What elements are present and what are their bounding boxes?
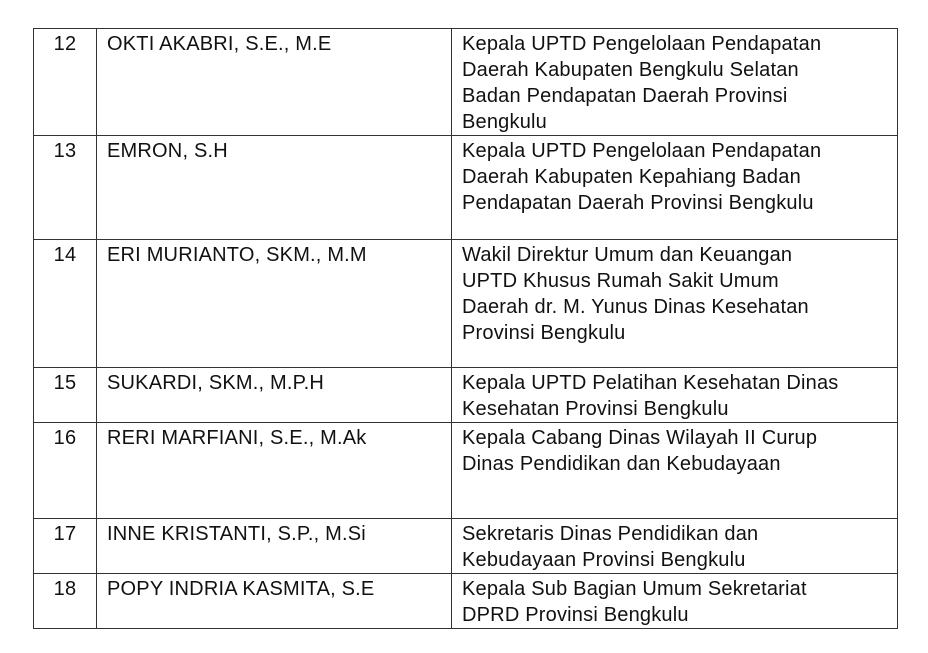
- table-row: [34, 423, 898, 519]
- table-row: [34, 519, 898, 574]
- row-number: 16: [34, 423, 97, 519]
- officials-table: [33, 28, 898, 629]
- row-number: 12: [34, 29, 97, 136]
- position-line: Provinsi Bengkulu: [462, 322, 626, 344]
- table-row: [34, 368, 898, 423]
- position-line: UPTD Khusus Rumah Sakit Umum: [462, 270, 779, 292]
- row-number: 18: [34, 574, 97, 629]
- official-name: EMRON, S.H: [97, 136, 452, 240]
- official-position: [452, 574, 898, 629]
- position-line: Kesehatan Provinsi Bengkulu: [462, 398, 729, 420]
- position-line: Dinas Pendidikan dan Kebudayaan: [462, 453, 781, 475]
- official-position: [452, 423, 898, 519]
- position-line: Kepala UPTD Pelatihan Kesehatan Dinas: [462, 372, 839, 394]
- position-line: Bengkulu: [462, 111, 547, 133]
- table-row: [34, 240, 898, 368]
- position-line: Daerah Kabupaten Kepahiang Badan: [462, 166, 801, 188]
- official-name: SUKARDI, SKM., M.P.H: [97, 368, 452, 423]
- position-line: Kepala UPTD Pengelolaan Pendapatan: [462, 33, 822, 55]
- official-name: ERI MURIANTO, SKM., M.M: [97, 240, 452, 368]
- row-number: 14: [34, 240, 97, 368]
- position-line: Kepala UPTD Pengelolaan Pendapatan: [462, 140, 822, 162]
- row-number: 17: [34, 519, 97, 574]
- official-position: [452, 368, 898, 423]
- position-line: Sekretaris Dinas Pendidikan dan: [462, 523, 759, 545]
- position-line: Daerah dr. M. Yunus Dinas Kesehatan: [462, 296, 809, 318]
- official-position: [452, 29, 898, 136]
- position-line: DPRD Provinsi Bengkulu: [462, 604, 689, 626]
- position-line: Pendapatan Daerah Provinsi Bengkulu: [462, 192, 814, 214]
- table-row: [34, 136, 898, 240]
- table-row: [34, 29, 898, 136]
- position-line: Badan Pendapatan Daerah Provinsi: [462, 85, 788, 107]
- position-line: Kebudayaan Provinsi Bengkulu: [462, 549, 746, 571]
- position-line: Wakil Direktur Umum dan Keuangan: [462, 244, 793, 266]
- official-name: POPY INDRIA KASMITA, S.E: [97, 574, 452, 629]
- position-line: Daerah Kabupaten Bengkulu Selatan: [462, 59, 799, 81]
- official-position: [452, 240, 898, 368]
- official-position: [452, 136, 898, 240]
- position-line: Kepala Sub Bagian Umum Sekretariat: [462, 578, 807, 600]
- official-name: INNE KRISTANTI, S.P., M.Si: [97, 519, 452, 574]
- official-position: [452, 519, 898, 574]
- table-row: [34, 574, 898, 629]
- official-name: OKTI AKABRI, S.E., M.E: [97, 29, 452, 136]
- row-number: 13: [34, 136, 97, 240]
- position-line: Kepala Cabang Dinas Wilayah II Curup: [462, 427, 818, 449]
- official-name: RERI MARFIANI, S.E., M.Ak: [97, 423, 452, 519]
- row-number: 15: [34, 368, 97, 423]
